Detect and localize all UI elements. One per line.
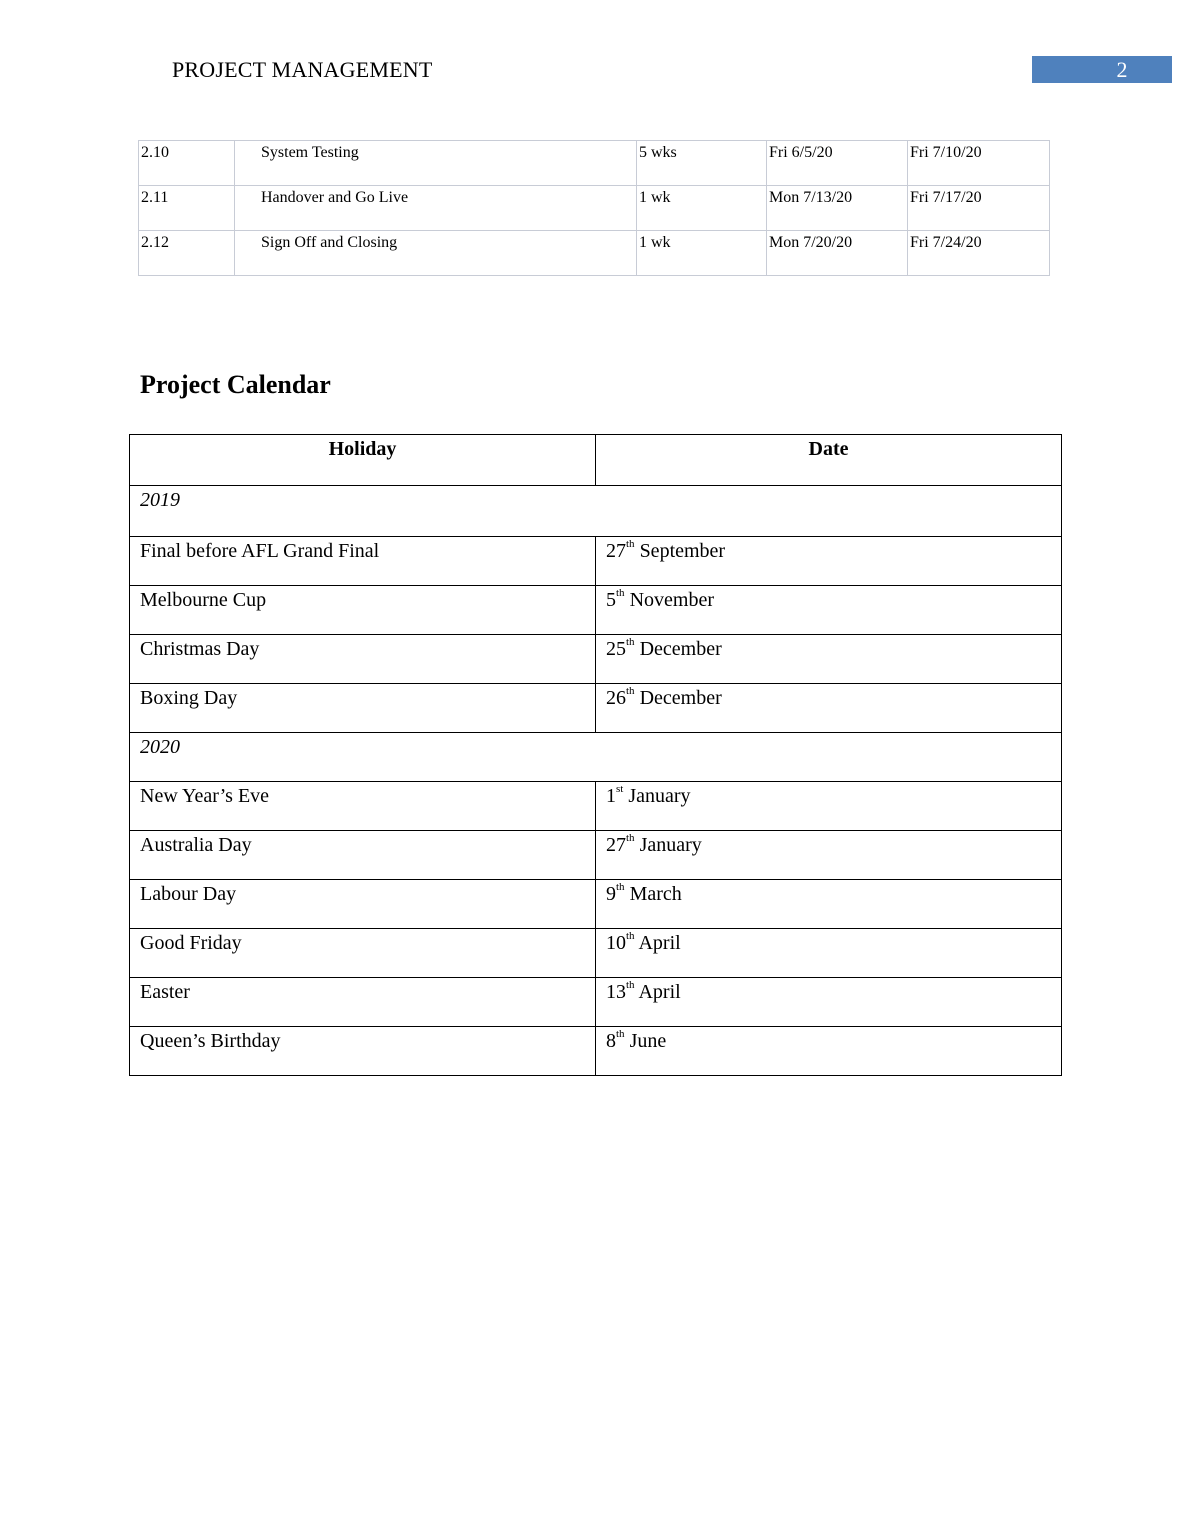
year-row: [130, 486, 1062, 537]
date-day: 9: [606, 883, 616, 905]
holiday-row: [130, 782, 1062, 831]
holiday-row: [130, 1027, 1062, 1076]
date-ordinal-suffix: st: [616, 783, 624, 795]
task-row: [139, 231, 1050, 276]
holiday-row: [130, 586, 1062, 635]
page-number-badge: [1032, 56, 1172, 83]
running-header-title: PROJECT MANAGEMENT: [172, 57, 433, 82]
task-name: Handover and Go Live: [235, 186, 637, 231]
date-day: 27: [606, 540, 626, 562]
date-month: November: [629, 589, 714, 611]
task-start: Mon 7/13/20: [767, 186, 908, 231]
date-month: January: [628, 785, 691, 807]
holiday-calendar-table: [129, 434, 1062, 1076]
holiday-date: [596, 1027, 1062, 1076]
date-day: 26: [606, 687, 626, 709]
holiday-name: Christmas Day: [130, 635, 596, 684]
holiday-date: [596, 635, 1062, 684]
task-row: [139, 141, 1050, 186]
holiday-name: Good Friday: [130, 929, 596, 978]
holiday-name: Queen’s Birthday: [130, 1027, 596, 1076]
task-finish: Fri 7/10/20: [908, 141, 1050, 186]
holiday-table-header-row: [130, 435, 1062, 486]
date-month: March: [629, 883, 682, 905]
task-duration: 1 wk: [637, 231, 767, 276]
date-ordinal-suffix: th: [616, 881, 625, 893]
date-day: 25: [606, 638, 626, 660]
date-ordinal-suffix: th: [626, 636, 635, 648]
project-calendar-heading: Project Calendar: [140, 370, 331, 399]
year-row: [130, 733, 1062, 782]
date-day: 8: [606, 1030, 616, 1052]
date-month: September: [639, 540, 726, 562]
holiday-row: [130, 880, 1062, 929]
holiday-column-header: Holiday: [130, 435, 596, 486]
holiday-name: Final before AFL Grand Final: [130, 537, 596, 586]
task-finish: Fri 7/17/20: [908, 186, 1050, 231]
date-ordinal-suffix: th: [616, 587, 625, 599]
page-number: 2: [1116, 57, 1128, 82]
holiday-date: [596, 782, 1062, 831]
date-ordinal-suffix: th: [626, 538, 635, 550]
date-ordinal-suffix: th: [616, 1028, 625, 1040]
holiday-row: [130, 537, 1062, 586]
holiday-date: [596, 586, 1062, 635]
holiday-date: [596, 537, 1062, 586]
holiday-name: Labour Day: [130, 880, 596, 929]
holiday-name: Easter: [130, 978, 596, 1027]
holiday-row: [130, 684, 1062, 733]
holiday-name: Boxing Day: [130, 684, 596, 733]
holiday-date: [596, 684, 1062, 733]
date-month: January: [639, 834, 702, 856]
holiday-date: [596, 880, 1062, 929]
date-ordinal-suffix: th: [626, 979, 635, 991]
holiday-row: [130, 831, 1062, 880]
date-month: April: [638, 932, 681, 954]
date-day: 13: [606, 981, 626, 1003]
task-name: System Testing: [235, 141, 637, 186]
task-name: Sign Off and Closing: [235, 231, 637, 276]
task-start: Mon 7/20/20: [767, 231, 908, 276]
date-month: December: [639, 687, 722, 709]
date-day: 27: [606, 834, 626, 856]
holiday-row: [130, 929, 1062, 978]
holiday-date: [596, 831, 1062, 880]
holiday-row: [130, 635, 1062, 684]
task-id: 2.10: [139, 141, 235, 186]
date-month: June: [629, 1030, 667, 1052]
date-month: December: [639, 638, 722, 660]
date-ordinal-suffix: th: [626, 832, 635, 844]
holiday-name: Melbourne Cup: [130, 586, 596, 635]
date-day: 1: [606, 785, 616, 807]
holiday-row: [130, 978, 1062, 1027]
holiday-date: [596, 978, 1062, 1027]
date-month: April: [638, 981, 681, 1003]
holiday-name: Australia Day: [130, 831, 596, 880]
date-day: 10: [606, 932, 626, 954]
holiday-name: New Year’s Eve: [130, 782, 596, 831]
task-row: [139, 186, 1050, 231]
task-start: Fri 6/5/20: [767, 141, 908, 186]
task-id: 2.12: [139, 231, 235, 276]
date-ordinal-suffix: th: [626, 930, 635, 942]
year-label: 2019: [130, 486, 1062, 537]
date-day: 5: [606, 589, 616, 611]
task-duration: 1 wk: [637, 186, 767, 231]
task-duration: 5 wks: [637, 141, 767, 186]
task-finish: Fri 7/24/20: [908, 231, 1050, 276]
date-ordinal-suffix: th: [626, 685, 635, 697]
year-label: 2020: [130, 733, 1062, 782]
task-schedule-table: [138, 140, 1050, 276]
holiday-date: [596, 929, 1062, 978]
task-id: 2.11: [139, 186, 235, 231]
date-column-header: Date: [596, 435, 1062, 486]
